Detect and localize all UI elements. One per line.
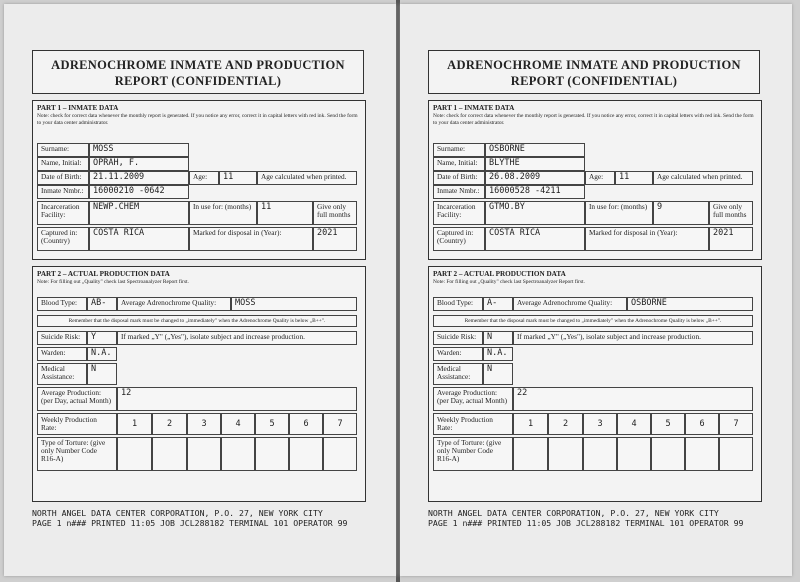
medical-field[interactable]: N bbox=[483, 363, 513, 385]
suicide-risk-label: Suicide Risk: bbox=[37, 331, 87, 345]
torture-type-label: Type of Torture: (give only Number Code R16-A) bbox=[433, 437, 513, 471]
torture-day-5[interactable] bbox=[255, 437, 289, 471]
inmate-number-label: Inmate Nmbr.: bbox=[433, 185, 485, 199]
weekly-day-5: 5 bbox=[255, 413, 289, 435]
disposal-label: Marked for disposal in (Year): bbox=[585, 227, 709, 251]
quality-field[interactable]: MOSS bbox=[231, 297, 357, 311]
warden-field[interactable]: N.A. bbox=[87, 347, 117, 361]
footer-line-1: NORTH ANGEL DATA CENTER CORPORATION, P.O. 27, NEW YORK CITY bbox=[32, 508, 323, 518]
blood-type-field[interactable]: A- bbox=[483, 297, 513, 311]
avg-production-field[interactable]: 22 bbox=[513, 387, 753, 411]
part2-production-data bbox=[32, 266, 366, 502]
title-line-1: ADRENOCHROME INMATE AND PRODUCTION bbox=[51, 58, 345, 72]
captured-label: Captured in: (Country) bbox=[433, 227, 485, 251]
name-label: Name, Initial: bbox=[37, 157, 89, 171]
suicide-risk-field[interactable]: Y bbox=[87, 331, 117, 345]
disposal-reminder: Remember that the disposal mark must be changed to „immediately" when the Adrenochrome Quality is below „B++". bbox=[433, 315, 753, 327]
warden-label: Warden: bbox=[433, 347, 483, 361]
age-field[interactable]: 11 bbox=[219, 171, 257, 185]
torture-day-6[interactable] bbox=[685, 437, 719, 471]
weekly-day-7: 7 bbox=[719, 413, 753, 435]
weekly-day-3: 3 bbox=[187, 413, 221, 435]
disposal-label: Marked for disposal in (Year): bbox=[189, 227, 313, 251]
avg-production-field[interactable]: 12 bbox=[117, 387, 357, 411]
weekly-day-4: 4 bbox=[617, 413, 651, 435]
surname-label: Surname: bbox=[433, 143, 485, 157]
disposal-field[interactable]: 2021 bbox=[313, 227, 357, 251]
torture-day-7[interactable] bbox=[323, 437, 357, 471]
part1-heading: PART 1 – INMATE DATA bbox=[433, 104, 515, 112]
medical-field[interactable]: N bbox=[87, 363, 117, 385]
footer-line-1: NORTH ANGEL DATA CENTER CORPORATION, P.O. 27, NEW YORK CITY bbox=[428, 508, 719, 518]
name-field[interactable]: BLYTHE bbox=[485, 157, 585, 171]
avg-production-label: Average Production: (per Day, actual Month) bbox=[433, 387, 513, 411]
part2-note: Note: For filling out „Quality" check last Spectroanalyzer Report first. bbox=[433, 279, 585, 285]
report-footer bbox=[428, 508, 743, 528]
age-note: Age calculated when printed. bbox=[653, 171, 753, 185]
surname-field[interactable]: OSBORNE bbox=[485, 143, 585, 157]
torture-day-3[interactable] bbox=[583, 437, 617, 471]
torture-type-label: Type of Torture: (give only Number Code R16-A) bbox=[37, 437, 117, 471]
weekly-rate-label: Weekly Production Rate: bbox=[433, 413, 513, 435]
blood-type-label: Blood Type: bbox=[37, 297, 87, 311]
age-label: Age: bbox=[585, 171, 615, 185]
weekly-day-1: 1 bbox=[513, 413, 548, 435]
torture-day-4[interactable] bbox=[221, 437, 255, 471]
warden-field[interactable]: N.A. bbox=[483, 347, 513, 361]
title-line-1: ADRENOCHROME INMATE AND PRODUCTION bbox=[447, 58, 741, 72]
title-line-2: REPORT (CONFIDENTIAL) bbox=[114, 74, 282, 88]
weekly-rate-label: Weekly Production Rate: bbox=[37, 413, 117, 435]
disposal-reminder: Remember that the disposal mark must be changed to „immediately" when the Adrenochrome Quality is below „B++". bbox=[37, 315, 357, 327]
inmate-number-field[interactable]: 16000528 -4211 bbox=[485, 185, 585, 199]
torture-day-1[interactable] bbox=[117, 437, 152, 471]
torture-day-3[interactable] bbox=[187, 437, 221, 471]
weekly-day-4: 4 bbox=[221, 413, 255, 435]
weekly-day-7: 7 bbox=[323, 413, 357, 435]
part2-note: Note: For filling out „Quality" check last Spectroanalyzer Report first. bbox=[37, 279, 189, 285]
captured-label: Captured in: (Country) bbox=[37, 227, 89, 251]
facility-field[interactable]: GTMO.BY bbox=[485, 201, 585, 225]
in-use-label: In use for: (months) bbox=[189, 201, 257, 225]
part1-note: Note: check for correct data whenever the monthly report is generated. If you notice any error, correct it in capital letters with red ink. Send the form to your data center administrator. bbox=[433, 113, 754, 126]
suicide-risk-note: If marked „Y" („Yes"), isolate subject and increase production. bbox=[513, 331, 753, 345]
captured-field[interactable]: COSTA RICA bbox=[89, 227, 189, 251]
part1-heading: PART 1 – INMATE DATA bbox=[37, 104, 119, 112]
report-sheet-left bbox=[4, 4, 396, 576]
weekly-day-6: 6 bbox=[685, 413, 719, 435]
title-line-2: REPORT (CONFIDENTIAL) bbox=[510, 74, 678, 88]
inmate-number-label: Inmate Nmbr.: bbox=[37, 185, 89, 199]
medical-label: Medical Assistance: bbox=[433, 363, 483, 385]
surname-label: Surname: bbox=[37, 143, 89, 157]
suicide-risk-field[interactable]: N bbox=[483, 331, 513, 345]
torture-day-2[interactable] bbox=[152, 437, 187, 471]
part2-heading: PART 2 – ACTUAL PRODUCTION DATA bbox=[37, 270, 170, 278]
warden-label: Warden: bbox=[37, 347, 87, 361]
weekly-day-2: 2 bbox=[548, 413, 583, 435]
name-field[interactable]: OPRAH, F. bbox=[89, 157, 189, 171]
in-use-label: In use for: (months) bbox=[585, 201, 653, 225]
blood-type-field[interactable]: AB- bbox=[87, 297, 117, 311]
age-note: Age calculated when printed. bbox=[257, 171, 357, 185]
blood-type-label: Blood Type: bbox=[433, 297, 483, 311]
age-field[interactable]: 11 bbox=[615, 171, 653, 185]
dob-field[interactable]: 26.08.2009 bbox=[485, 171, 585, 185]
part1-inmate-data bbox=[428, 100, 762, 260]
in-use-field[interactable]: 11 bbox=[257, 201, 313, 225]
torture-day-2[interactable] bbox=[548, 437, 583, 471]
report-title bbox=[32, 50, 364, 94]
facility-label: Incarceration Facility: bbox=[433, 201, 485, 225]
footer-line-2: PAGE 1 n### PRINTED 11:05 JOB JCL288182 TERMINAL 101 OPERATOR 99 bbox=[428, 518, 744, 528]
quality-label: Average Adrenochrome Quality: bbox=[117, 297, 231, 311]
report-title bbox=[428, 50, 760, 94]
dob-label: Date of Birth: bbox=[433, 171, 485, 185]
facility-field[interactable]: NEWP.CHEM bbox=[89, 201, 189, 225]
full-months-note: Give only full months bbox=[709, 201, 753, 225]
inmate-number-field[interactable]: 16000210 -0642 bbox=[89, 185, 189, 199]
facility-label: Incarceration Facility: bbox=[37, 201, 89, 225]
surname-field[interactable]: MOSS bbox=[89, 143, 189, 157]
age-label: Age: bbox=[189, 171, 219, 185]
dob-field[interactable]: 21.11.2009 bbox=[89, 171, 189, 185]
torture-day-6[interactable] bbox=[289, 437, 323, 471]
quality-field[interactable]: OSBORNE bbox=[627, 297, 753, 311]
report-footer bbox=[32, 508, 347, 528]
weekly-day-6: 6 bbox=[289, 413, 323, 435]
footer-line-2: PAGE 1 n### PRINTED 11:05 JOB JCL288182 TERMINAL 101 OPERATOR 99 bbox=[32, 518, 348, 528]
suicide-risk-note: If marked „Y" („Yes"), isolate subject and increase production. bbox=[117, 331, 357, 345]
weekly-day-3: 3 bbox=[583, 413, 617, 435]
dob-label: Date of Birth: bbox=[37, 171, 89, 185]
suicide-risk-label: Suicide Risk: bbox=[433, 331, 483, 345]
disposal-field[interactable]: 2021 bbox=[709, 227, 753, 251]
part1-inmate-data bbox=[32, 100, 366, 260]
torture-day-4[interactable] bbox=[617, 437, 651, 471]
captured-field[interactable]: COSTA RICA bbox=[485, 227, 585, 251]
part2-production-data bbox=[428, 266, 762, 502]
medical-label: Medical Assistance: bbox=[37, 363, 87, 385]
part2-heading: PART 2 – ACTUAL PRODUCTION DATA bbox=[433, 270, 566, 278]
weekly-day-1: 1 bbox=[117, 413, 152, 435]
quality-label: Average Adrenochrome Quality: bbox=[513, 297, 627, 311]
torture-day-7[interactable] bbox=[719, 437, 753, 471]
torture-day-5[interactable] bbox=[651, 437, 685, 471]
torture-day-1[interactable] bbox=[513, 437, 548, 471]
in-use-field[interactable]: 9 bbox=[653, 201, 709, 225]
weekly-day-2: 2 bbox=[152, 413, 187, 435]
part1-note: Note: check for correct data whenever the monthly report is generated. If you notice any error, correct it in capital letters with red ink. Send the form to your data center administrator. bbox=[37, 113, 358, 126]
report-sheet-right bbox=[400, 4, 792, 576]
name-label: Name, Initial: bbox=[433, 157, 485, 171]
full-months-note: Give only full months bbox=[313, 201, 357, 225]
avg-production-label: Average Production: (per Day, actual Month) bbox=[37, 387, 117, 411]
weekly-day-5: 5 bbox=[651, 413, 685, 435]
